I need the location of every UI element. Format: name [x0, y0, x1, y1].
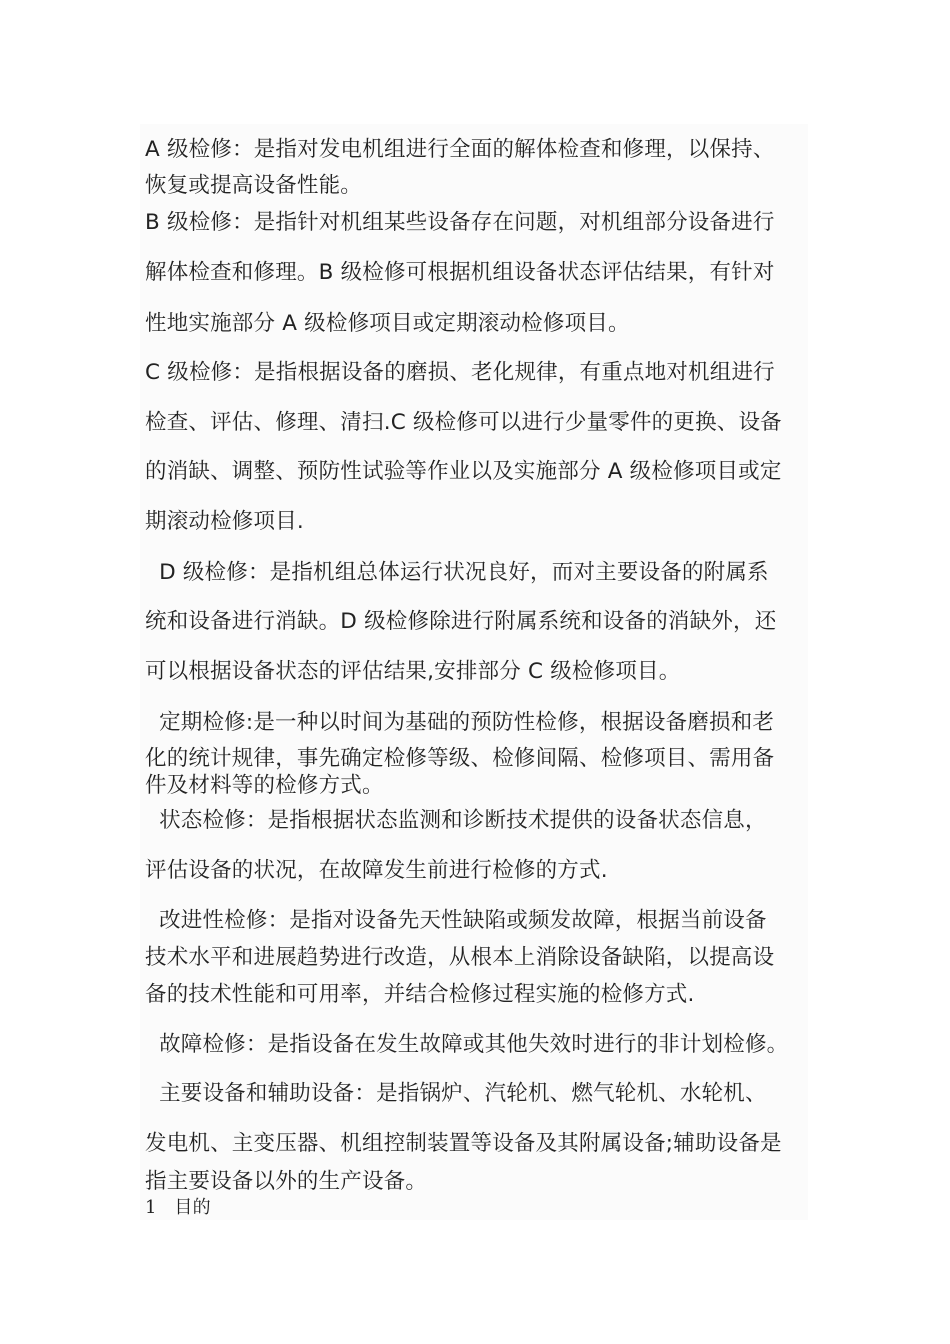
paragraph-improvement-line-3: 备的技术性能和可用率，并结合检修过程实施的检修方式. [145, 982, 695, 1007]
paragraph-condition-line-1: 状态检修：是指根据状态监测和诊断技术提供的设备状态信息， [145, 808, 767, 833]
paragraph-a-line-2: 恢复或提高设备性能。 [145, 173, 363, 198]
section-heading: 1 目的 [145, 1197, 211, 1218]
paragraph-equipment-line-3: 指主要设备以外的生产设备。 [145, 1169, 428, 1194]
paragraph-b-line-2: 解体检查和修理。B 级检修可根据机组设备状态评估结果，有针对 [145, 260, 775, 285]
paragraph-a-line-1: A 级检修：是指对发电机组进行全面的解体检查和修理，以保持、 [145, 137, 775, 162]
paragraph-periodic-line-1: 定期检修:是一种以时间为基础的预防性检修，根据设备磨损和老 [145, 710, 775, 735]
paragraph-c-line-3: 的消缺、调整、预防性试验等作业以及实施部分 A 级检修项目或定 [145, 459, 782, 484]
paragraph-c-line-1: C 级检修：是指根据设备的磨损、老化规律，有重点地对机组进行 [145, 360, 775, 385]
paragraph-improvement-line-1: 改进性检修：是指对设备先天性缺陷或频发故障，根据当前设备 [145, 908, 767, 933]
paragraph-fault-line-1: 故障检修：是指设备在发生故障或其他失效时进行的非计划检修。 [145, 1032, 789, 1057]
paragraph-equipment-line-1: 主要设备和辅助设备：是指锅炉、汽轮机、燃气轮机、水轮机、 [145, 1081, 767, 1106]
paragraph-condition-line-2: 评估设备的状况，在故障发生前进行检修的方式. [145, 858, 608, 883]
paragraph-periodic-line-3: 件及材料等的检修方式。 [145, 773, 384, 798]
paragraph-periodic-line-2: 化的统计规律，事先确定检修等级、检修间隔、检修项目、需用备 [145, 746, 775, 771]
paragraph-improvement-line-2: 技术水平和进展趋势进行改造，从根本上消除设备缺陷，以提高设 [145, 945, 775, 970]
paragraph-b-line-3: 性地实施部分 A 级检修项目或定期滚动检修项目。 [145, 311, 630, 336]
paragraph-c-line-4: 期滚动检修项目. [145, 509, 304, 534]
paragraph-d-line-1: D 级检修：是指机组总体运行状况良好，而对主要设备的附属系 [145, 560, 769, 585]
paragraph-c-line-2: 检查、评估、修理、清扫.C 级检修可以进行少量零件的更换、设备 [145, 410, 782, 435]
paragraph-d-line-3: 可以根据设备状态的评估结果,安排部分 C 级检修项目。 [145, 659, 681, 684]
paragraph-d-line-2: 统和设备进行消缺。D 级检修除进行附属系统和设备的消缺外，还 [145, 609, 777, 634]
paragraph-b-line-1: B 级检修：是指针对机组某些设备存在问题，对机组部分设备进行 [145, 210, 775, 235]
paragraph-equipment-line-2: 发电机、主变压器、机组控制装置等设备及其附属设备;辅助设备是 [145, 1131, 782, 1156]
